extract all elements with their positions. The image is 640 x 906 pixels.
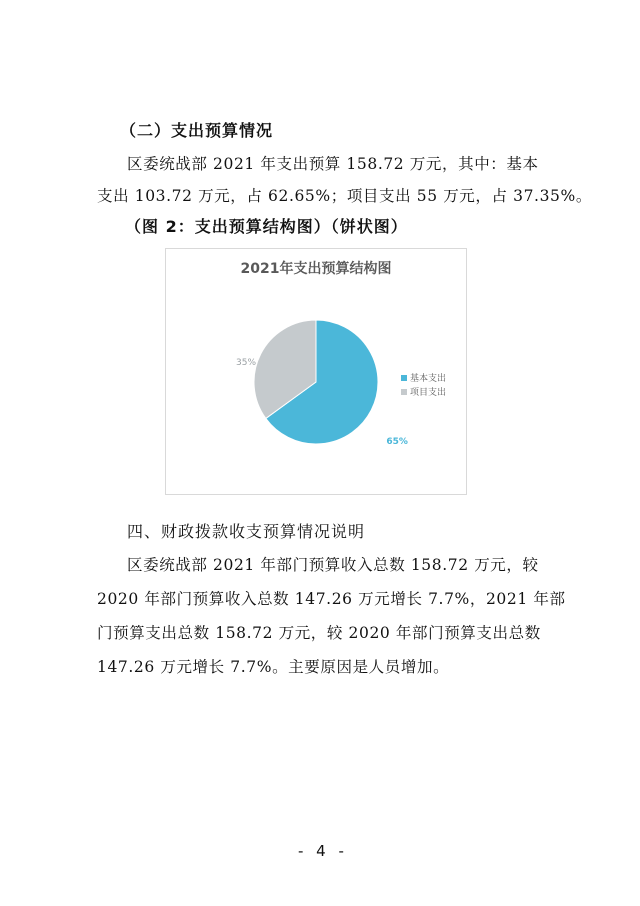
- chart-title: 2021年支出预算结构图: [240, 261, 392, 277]
- legend-label-project-expenditure: 项目支出: [410, 388, 447, 398]
- pie-label-project-expenditure: 35%: [236, 358, 257, 368]
- legend-label-basic-expenditure: 基本支出: [410, 374, 447, 384]
- section2-paragraph-line1: 区委统战部 2021 年支出预算 158.72 万元，其中：基本: [127, 155, 539, 173]
- chart-legend: [401, 372, 446, 398]
- section4-heading: 四、财政拨款收支预算情况说明: [127, 522, 366, 541]
- section4-paragraph-line3: 门预算支出总数 158.72 万元，较 2020 年部门预算支出总数: [97, 624, 541, 642]
- section4-paragraph-line2: 2020 年部门预算收入总数 147.26 万元增长 7.7%，2021 年部: [97, 590, 566, 608]
- section4-paragraph-line1: 区委统战部 2021 年部门预算收入总数 158.72 万元，较: [127, 556, 539, 574]
- legend-swatch-basic-expenditure: [401, 375, 407, 381]
- section4-paragraph-line4: 147.26 万元增长 7.7%。主要原因是人员增加。: [97, 658, 450, 676]
- legend-swatch-project-expenditure: [401, 389, 407, 395]
- section2-heading: （二）支出预算情况: [120, 121, 274, 140]
- pie-label-basic-expenditure: 65%: [386, 436, 408, 447]
- figure-caption: （图 2：支出预算结构图）（饼状图）: [125, 217, 408, 236]
- page-number: - 4 -: [298, 842, 348, 860]
- pie-chart: [166, 249, 466, 494]
- pie-chart-frame: [165, 248, 467, 495]
- section2-paragraph-line2: 支出 103.72 万元，占 62.65%；项目支出 55 万元，占 37.35%。: [97, 187, 592, 205]
